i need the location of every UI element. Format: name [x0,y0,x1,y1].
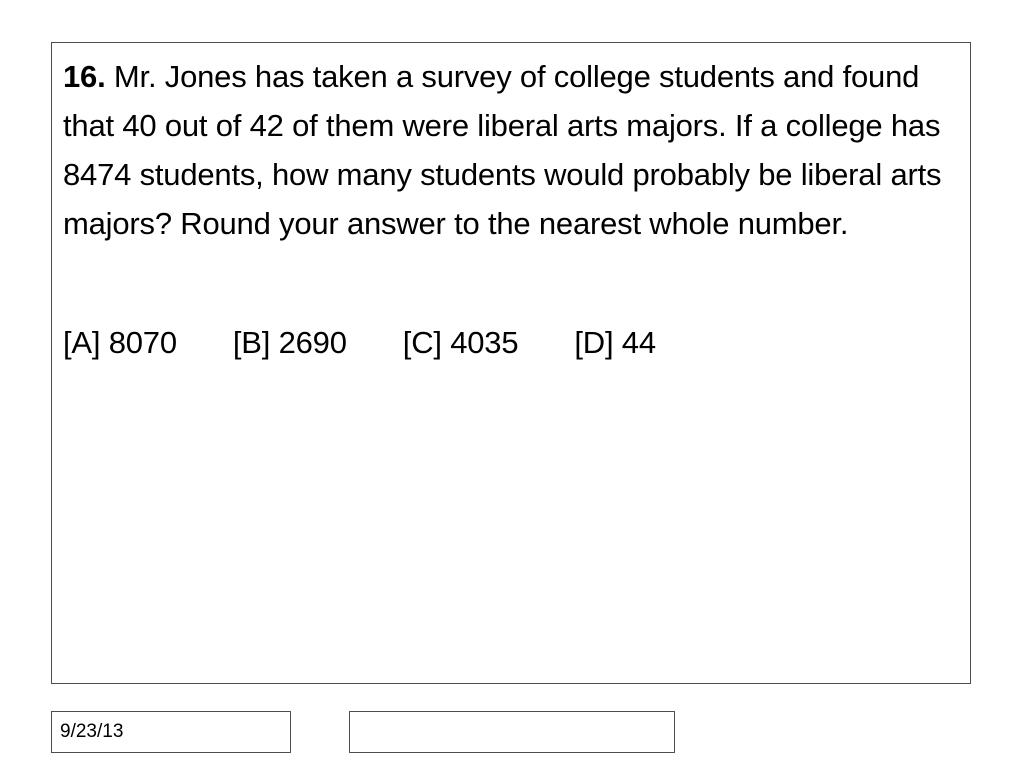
choice-c: [C] 4035 [402,325,519,360]
date-box [51,711,291,753]
date-text: 9/23/13 [60,721,124,742]
question-number: 16. [63,59,106,94]
question-body: Mr. Jones has taken a survey of college students and found that 40 out of 42 of them were liberal arts majors. If a college has 8474 students, how many students would probably be liberal arts majors? Round your answer to the nearest whole number. [63,59,942,241]
choice-d: [D] 44 [574,325,656,360]
blank-footer-box [349,711,675,753]
choice-a: [A] 8070 [63,325,177,360]
question-box [51,42,971,684]
choice-b: [B] 2690 [232,325,347,360]
answer-choices [63,323,656,363]
question-text [63,52,953,248]
